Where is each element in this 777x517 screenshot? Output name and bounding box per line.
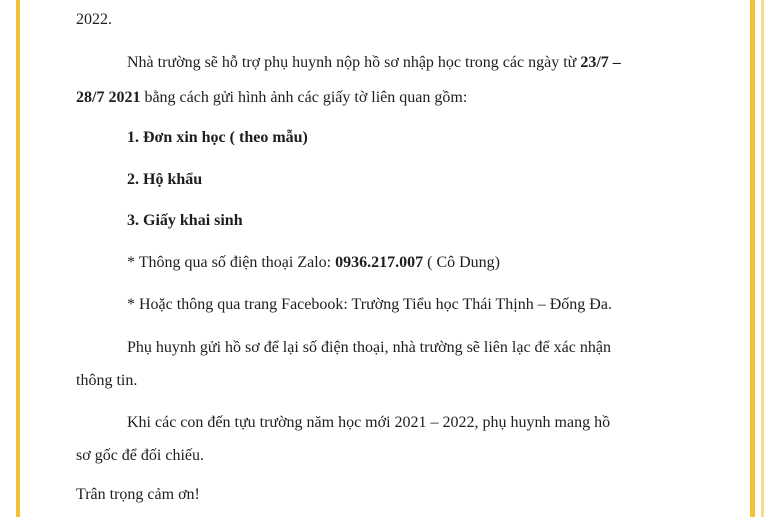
paragraph-2-line-1: Phụ huynh gửi hồ sơ để lại số điện thoại, nhà trường sẽ liên lạc để xác nhận (127, 339, 611, 356)
date-start: 23/7 – (580, 54, 621, 71)
zalo-prefix: * Thông qua số điện thoại Zalo: (127, 254, 336, 271)
closing-line: Trân trọng cảm ơn! (76, 486, 200, 503)
zalo-line (127, 253, 500, 273)
zalo-phone: 0936.217.007 (335, 254, 424, 271)
left-border (0, 0, 20, 517)
paragraph-1-text: Nhà trường sẽ hỗ trợ phụ huynh nộp hồ sơ nhập học trong các ngày từ (127, 54, 581, 71)
list-item-2: 2. Hộ khẩu (127, 171, 203, 188)
paragraph-1-line-1 (127, 53, 621, 73)
list-item-3: 3. Giấy khai sinh (127, 212, 243, 229)
zalo-suffix: ( Cô Dung) (423, 254, 501, 271)
document-page (24, 0, 746, 517)
right-border (750, 0, 777, 517)
paragraph-3-line-1: Khi các con đến tựu trường năm học mới 2021 – 2022, phụ huynh mang hồ (127, 414, 611, 431)
date-end: 28/7 2021 (76, 89, 141, 106)
facebook-line: * Hoặc thông qua trang Facebook: Trường Tiểu học Thái Thịnh – Đống Đa. (127, 296, 612, 313)
paragraph-3-line-2: sơ gốc để đối chiếu. (76, 447, 204, 464)
paragraph-2-line-2: thông tin. (76, 372, 138, 389)
list-item-1: 1. Đơn xin học ( theo mẫu) (127, 129, 308, 146)
paragraph-1-text-2: bằng cách gửi hình ảnh các giấy tờ liên quan gồm: (140, 89, 468, 106)
paragraph-1-line-2 (76, 88, 467, 108)
year-line: 2022. (76, 11, 112, 28)
